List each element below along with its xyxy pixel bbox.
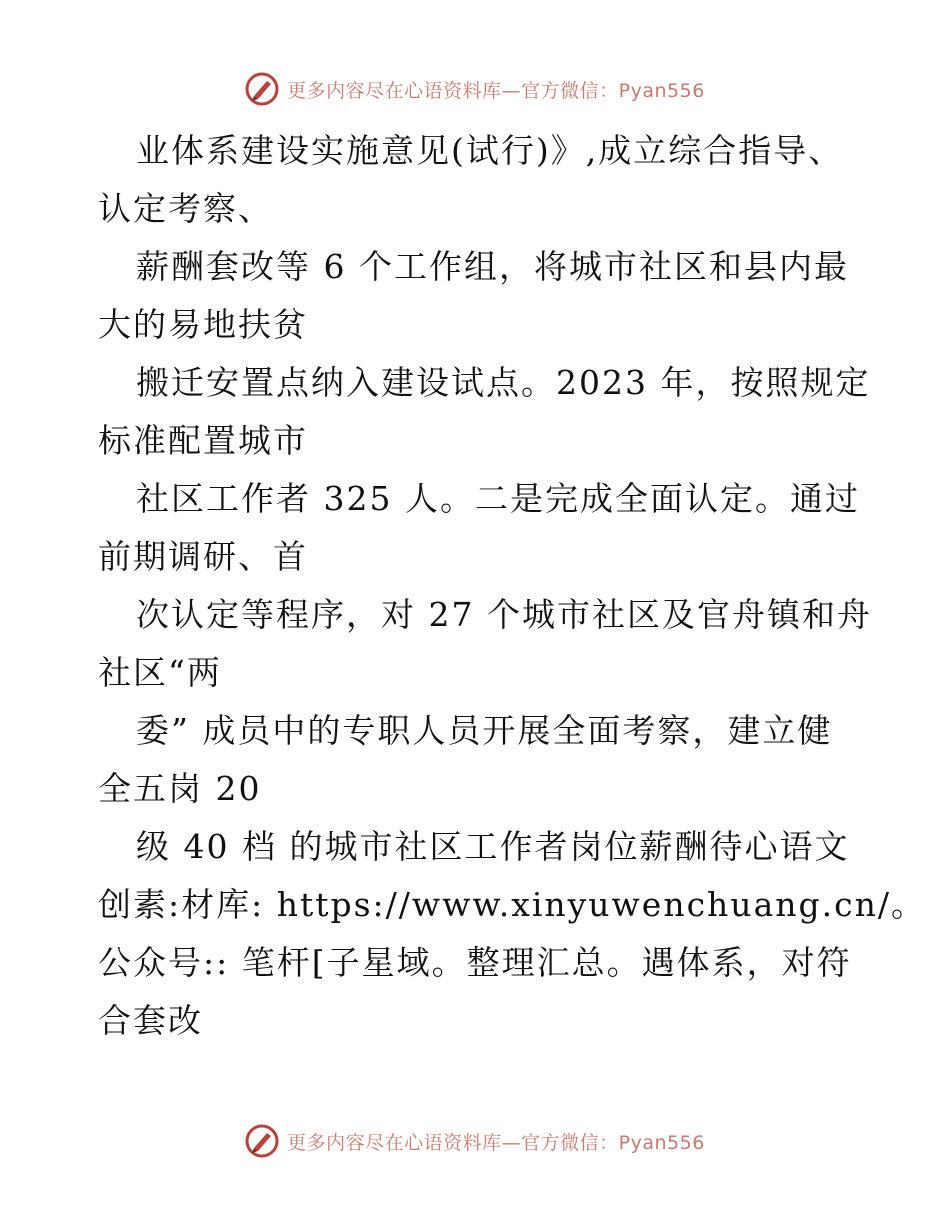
text-line: 合套改 bbox=[98, 1001, 203, 1040]
text-line: 社区工作者 325 人。二是完成全面认定。通过 bbox=[136, 479, 860, 518]
text-line: 创素:材库: https://www.xinyuwenchuang.cn/。 bbox=[98, 885, 926, 924]
header-watermark bbox=[0, 72, 950, 106]
text-line: 全五岗 20 bbox=[98, 769, 262, 808]
pen-circle-logo-icon bbox=[245, 72, 279, 106]
text-line: 大的易地扶贫 bbox=[98, 305, 308, 344]
watermark-text: 更多内容尽在心语资料库—官方微信：Pyan556 bbox=[287, 1131, 705, 1154]
text-line: 前期调研、首 bbox=[98, 537, 308, 576]
text-line: 公众号:: 笔杆[子星域。整理汇总。遇体系，对符 bbox=[98, 943, 852, 982]
pen-circle-logo-icon bbox=[245, 1124, 279, 1158]
text-line: 次认定等程序，对 27 个城市社区及官舟镇和舟 bbox=[136, 595, 872, 634]
text-line: 级 40 档 的城市社区工作者岗位薪酬待心语文 bbox=[136, 827, 850, 866]
text-line: 标准配置城市 bbox=[98, 421, 308, 460]
text-line: 搬迁安置点纳入建设试点。2023 年，按照规定 bbox=[136, 363, 871, 402]
footer-watermark bbox=[0, 1124, 950, 1158]
document-body bbox=[98, 122, 926, 1050]
text-line: 认定考察、 bbox=[98, 189, 273, 228]
text-line: 委” 成员中的专职人员开展全面考察，建立健 bbox=[136, 711, 833, 750]
text-line: 业体系建设实施意见(试行)》,成立综合指导、 bbox=[136, 131, 844, 170]
text-line: 社区“两 bbox=[98, 653, 222, 692]
text-line: 薪酬套改等 6 个工作组，将城市社区和县内最 bbox=[136, 247, 849, 286]
watermark-text: 更多内容尽在心语资料库—官方微信：Pyan556 bbox=[287, 79, 705, 102]
